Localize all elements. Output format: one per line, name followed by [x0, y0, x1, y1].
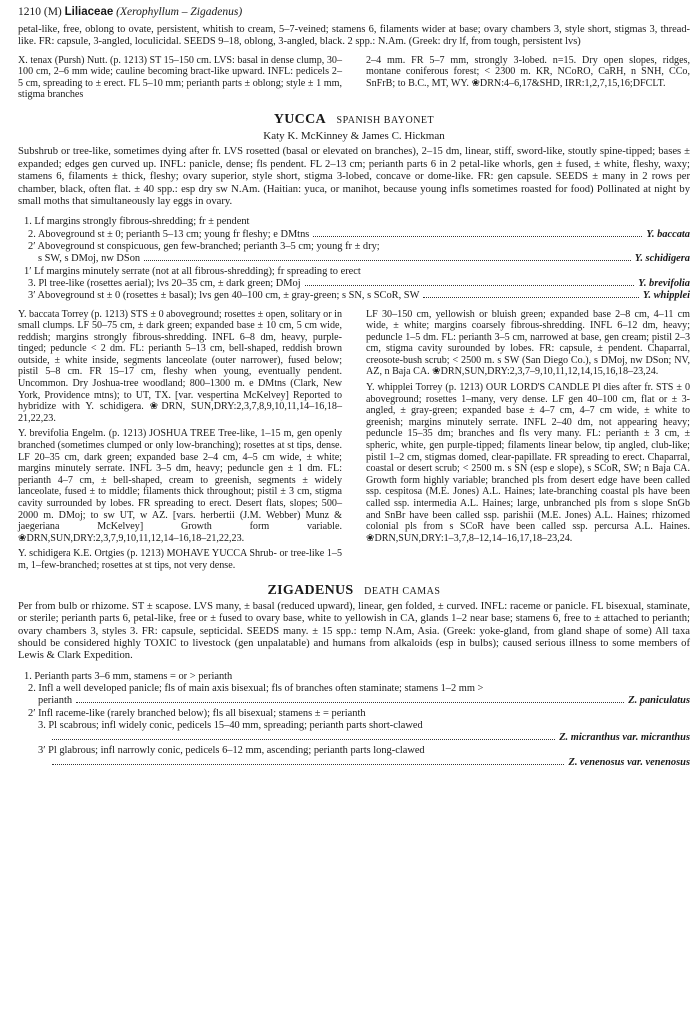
left-column — [18, 309, 342, 576]
species-y-schidigera-cont: LF 30–150 cm, yellowish or bluish green; expanded base 2–8 cm, 4–11 cm wide, ± white; margins coarsely fibrous-shredding. INFL 6–12 dm, heavy; peduncle 1–5 dm. FL: perianth 3–5 cm, narrowed at base, gen cream; pistil 2–3 cm, stigma cavity surounded by lobes. FR: capsule, ± pendent. Chaparral, creosote-bush scrub; < 2500 m. s SW (San Diego Co.), s DMoj, nw DSon; NV, AZ, n Baja CA. ❀DRN,SUN,DRY:2,3,7–9,10,11,12,14,15,16,18–23,24. — [366, 308, 690, 378]
common-name-yucca: SPANISH BAYONET — [336, 114, 435, 126]
species-y-whipplei: Y. whipplei Torrey (p. 1213) OUR LORD'S CANDLE Pl dies after fr. STS ± 0 aboveground; rosettes 1–many, very dense. LF gen 40–100 cm, flat or ± 3-angled, ± gray-green; expanded base ± 4–7 cm, 4–7 cm wide, ± white to greenish; margins minutely serrate. INFL 2–40 dm, not appearing heavy; peduncle 15–35 dm; branches and fls very many. FL: perianth ± 3 cm, ± spheric, white, gen purple-tipped; filaments linear below, tip angled, club-like; pistil 1–2 cm, stigmas domed, clear-papillate. FR spreading to erect. Chaparral, coastal or desert scrub; < 2500 m. s SN (esp e slope), s SCoR, SW; n Baja CA. Growth form highly variable; branched pls from desert edge have been called ssp. cespitosa (M.E. Jones) A.L. Haines; late-branching coastal pls have been called ssp. intermedia A.L. Haines; large, unbranched pls from s slope SnGb and SnBr have been called ssp. parishii (M.E. Jones) A.L. Haines; rhizomed colonial pls from s SCoR have been called ssp. percursa A.L. Haines. ❀DRN,SUN,DRY:1–3,7,8–12,14–16,17,18–23,24. — [366, 382, 690, 544]
xerophyllum-description-tail: petal-like, free, oblong to ovate, persistent, whitish to cream, 5–7-veined; stamens 6, filaments wider at base; ovary chambers 3, style short, stigmas 3, thread-like. FR: capsule, 3-angled, loculicidal. SEEDS 9–18, oblong, 3-angled, black. 2 spp.: N.Am. (Greek: dry lf, from tough, persistent lvs) — [18, 24, 690, 48]
key-line: 2. Infl a well developed panicle; fls of main axis bisexual; fls of branches often staminate; stamens 1–2 mm > — [28, 683, 484, 695]
genus-range: (Xerophyllum – Zigadenus) — [116, 6, 243, 18]
key-line: 2. Aboveground st ± 0; perianth 5–13 cm; young fr fleshy; e DMtns Y. baccata — [28, 228, 690, 240]
zigadenus-description: Per from bulb or rhizome. ST ± scapose. LVS many, ± basal (reduced upward), linear, gen folded, ± curved. INFL: raceme or panicle. FL bisexual, staminate, or sterile; perianth parts 6, petal-like, free or ± fused to ovary base, white to yellowish in CA, glands 1–2 near base; stamens 6, free to ± attached to perianth; ovary chambers 3, styles 3. FR: capsule, septicidal. SEEDS many. ± 15 spp.: temp N.Am, Asia. (Greek: yoke-gland, from gland shape of some) All taxa should be considered highly TOXIC to livestock (gen unpalatable) and humans from alkaloids (esp in bulbs); caused serious illness to some members of Lewis & Clark Expedition. — [18, 600, 690, 662]
species-y-brevifolia: Y. brevifolia Engelm. (p. 1213) JOSHUA TREE Tree-like, 1–15 m, gen openly branched (sometimes clumped or only low-branching); rosettes at st tips, dense. LF 20–35 cm, dark green; expanded base 2–4 cm, 4–5 cm wide, ± white; margins minutely serrate. INFL 3–5 dm, heavy; peduncle gen ± 1 dm. FL: perianth 4–7 cm, ± bell-shaped, cream to greenish, segments ± widely lanceolate, fused ± to middle; filaments thick throughout; pistil ± 3 cm, stigma cavity surrounded by lobes. FR spreading to erect. Desert flats, slopes; 500–2000 m. DMoj; to sw UT, w AZ. [vars. herbertii (J.M. Webber) Munz & jaegeriana McKelvey] Growth form variable. ❀DRN,SUN,DRY:2,3,7,9,10,11,12,14–16,18–21,22,23. — [18, 428, 342, 544]
section-code: (M) — [43, 6, 62, 18]
right-column — [366, 309, 690, 576]
key-line: 1. Lf margins strongly fibrous-shredding; fr ± pendent — [24, 216, 250, 228]
species-y-schidigera: Y. schidigera K.E. Ortgies (p. 1213) MOHAVE YUCCA Shrub- or tree-like 1–5 m, 1–few-branched; rosettes at st tips, not very dense. — [18, 548, 342, 571]
x-tenax-text-right: 2–4 mm. FR 5–7 mm, strongly 3-lobed. n=15. Dry open slopes, ridges, montane coniferous forest; < 2300 m. KR, NCoRO, CaRH, n SNH, CCo, SnFrB; to B.C., MT, WY. ❀DRN:4–6,17&SHD, IRR:1,2,7,15,16;DFCLT. — [366, 54, 690, 89]
key-line: 3′ Aboveground st ± 0 (rosettes ± basal); lvs gen 40–100 cm, ± gray-green; s SN, s SCoR, SW Y. whipplei — [28, 290, 690, 302]
key-line: 3. Pl tree-like (rosettes aerial); lvs 20–35 cm, ± dark green; DMoj Y. brevifolia — [28, 277, 690, 289]
genus-name-yucca: YUCCA — [273, 111, 326, 127]
yucca-heading — [18, 111, 690, 127]
zigadenus-key — [18, 671, 690, 769]
key-line: 3′ Pl glabrous; infl narrowly conic, pedicels 6–12 mm, ascending; perianth parts long-clawed — [38, 744, 425, 756]
key-line: Z. micranthus var. micranthus — [18, 732, 690, 744]
key-line: 2′ Aboveground st conspicuous, gen few-branched; perianth 3–5 cm; young fr ± dry; — [28, 241, 380, 253]
yucca-description: Subshrub or tree-like, sometimes dying after fr. LVS rosetted (basal or elevated on branches), 2–15 dm, linear, stiff, sword-like, stoutly spine-tipped; bases ± expanded; edges gen curved up. INFL: panicle, dense; fls pendent. FL 2–13 cm; perianth parts 6 in 2 petal-like whorls, gen ± fused, ± white, fleshy, waxy; stamens 6, filaments ± thick, fleshy; ovary superior, style short, stigma 3-lobed, concave or dome-like. FR: gen capsule. SEEDS ± many in 2 rows per chamber, black, often flat. ± 40 spp.: esp dry sw N.Am. (Haitian: yuca, or manihot, because young infls sometimes roasted for food) Pollinated at night by small moths that simultaneously lay eggs in ovary. — [18, 146, 690, 208]
zigadenus-heading — [18, 582, 690, 598]
page-number: 1210 — [18, 6, 41, 18]
yucca-authors: Katy K. McKinney & James C. Hickman — [263, 130, 445, 143]
key-line: s SW, s DMoj, nw DSon Y. schidigera — [38, 253, 690, 265]
species-y-baccata: Y. baccata Torrey (p. 1213) STS ± 0 aboveground; rosettes ± open, solitary or in small clumps. LF 50–75 cm, ± dark green; expanded base ± 10 cm, 5 cm wide, reddish; margins strongly fibrous-shredding. INFL 6–8 dm, heavy, purple-tinged; peduncle < 2 dm. FL: perianth 5–13 cm, bell-shaped, reddish brown outside, ± white inside, segments lanceolate (outer narrower), fused below; pistil 5–8 cm. FR 15–17 cm, fleshy when young, eventually pendent. Uncommon. Dry Joshua-tree woodland; 800–1300 m. e DMtns (Clark, New York, Providence mtns); to UT, TX. [var. vespertina McKelvey] Reported to hybridize with Y. schidigera. ❀DRN, SUN,DRY:2,3,7,8,9,10,11,14–16,18–21,22,23. — [18, 308, 342, 424]
key-line: 1. Perianth parts 3–6 mm, stamens = or > perianth — [24, 670, 233, 682]
page — [18, 6, 690, 775]
key-line: Z. venenosus var. venenosus — [18, 757, 690, 769]
x-tenax-text-left: X. tenax (Pursh) Nutt. (p. 1213) ST 15–150 cm. LVS: basal in dense clump, 30–100 cm, 2–6 mm wide; cauline becoming bract-like upward. INFL: pedicels 2–5 cm, spreading to ± erect. FL 5–10 mm; perianth parts ± oblong; style ± 1 mm, stigma branches — [18, 54, 342, 101]
x-tenax-columns — [18, 55, 690, 105]
common-name-zigadenus: DEATH CAMAS — [364, 585, 441, 597]
family-name: Liliaceae — [64, 6, 114, 18]
genus-name-zigadenus: ZIGADENUS — [267, 582, 354, 598]
key-line: 1′ Lf margins minutely serrate (not at all fibrous-shredding); fr spreading to erect — [24, 265, 361, 277]
key-line: 2′ Infl raceme-like (rarely branched below); fls all bisexual; stamens ± = perianth — [28, 707, 366, 719]
running-header — [18, 6, 690, 18]
key-line: perianth Z. paniculatus — [38, 695, 690, 707]
yucca-key — [18, 216, 690, 302]
key-line: 3. Pl scabrous; infl widely conic, pedicels 15–40 mm, spreading; perianth parts short-clawed — [38, 719, 423, 731]
yucca-species-columns — [18, 309, 690, 576]
